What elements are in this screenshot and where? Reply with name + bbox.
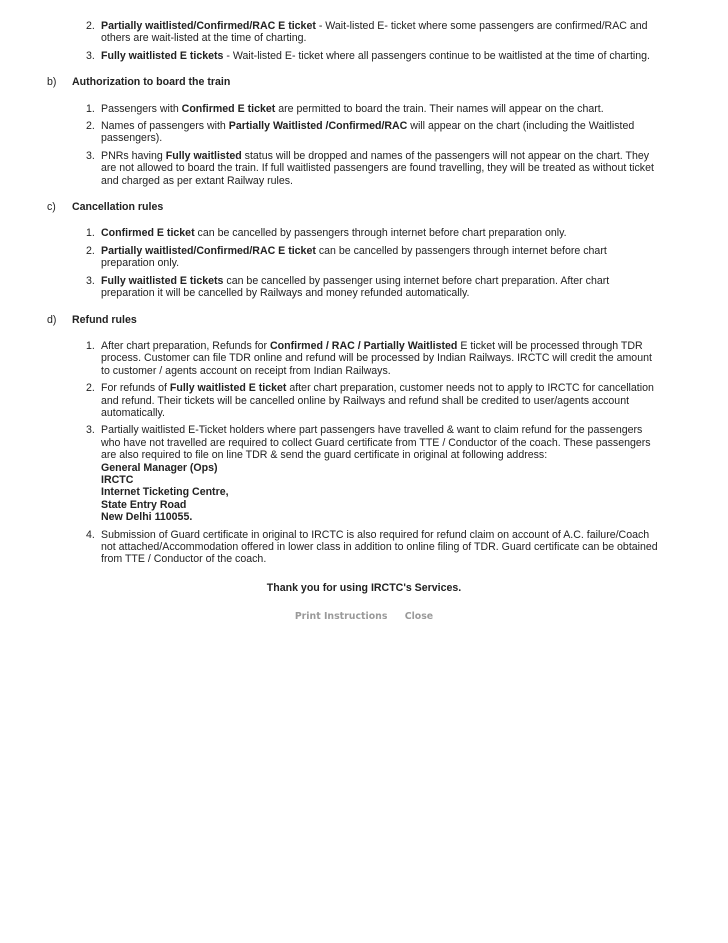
item-bold-text: Fully waitlisted E tickets bbox=[101, 49, 224, 62]
authorization-list bbox=[0, 103, 728, 187]
close-link[interactable]: Close bbox=[404, 611, 434, 623]
list-item bbox=[0, 227, 728, 239]
address-line: New Delhi 110055. bbox=[101, 511, 193, 524]
address-line: General Manager (Ops) bbox=[101, 461, 218, 474]
item-text: For refunds of bbox=[101, 382, 170, 395]
print-instructions-link[interactable]: Print Instructions bbox=[294, 611, 388, 623]
list-item bbox=[0, 103, 728, 115]
item-number: 3. bbox=[86, 149, 95, 162]
item-number: 3. bbox=[86, 424, 95, 437]
item-number: 2. bbox=[86, 20, 95, 32]
list-item bbox=[0, 275, 728, 300]
item-bold-text: Partially Waitlisted /Confirmed/RAC bbox=[228, 120, 408, 133]
item-text: - Wait-listed E- ticket where some passengers are confirmed/RAC and others are wait-listed at the time of charting. bbox=[101, 20, 648, 45]
item-text: Submission of Guard certificate in original to IRCTC is also required for refund claim on account of A.C. failure/Coach not attached/Accommodation offered in lower class in addition to online filing of TDR. Guard certificate can be obtained from TTE / Conductor of the coach. bbox=[101, 528, 658, 566]
section-heading-cancellation bbox=[0, 201, 728, 213]
item-number: 2. bbox=[86, 120, 95, 133]
list-item bbox=[0, 120, 728, 145]
list-item bbox=[0, 50, 728, 62]
section-heading-authorization bbox=[0, 76, 728, 88]
item-text: Passengers with bbox=[101, 102, 182, 115]
item-bold-text: Confirmed E ticket bbox=[181, 102, 276, 115]
list-item bbox=[0, 20, 728, 45]
item-number: 2. bbox=[86, 382, 95, 395]
item-text: Partially waitlisted E-Ticket holders where part passengers have travelled & want to claim refund for the passengers who have not travelled are required to collect Guard certificate from TTE / Conductor of the coach. These passengers are also required to file on line TDR & send the guard certificate in original at following address: bbox=[101, 424, 651, 462]
item-number: 1. bbox=[86, 339, 95, 352]
ticket-types-list bbox=[0, 20, 728, 62]
list-item bbox=[0, 150, 728, 187]
item-bold-text: Fully waitlisted E tickets bbox=[101, 274, 224, 287]
section-letter: b) bbox=[47, 76, 57, 89]
item-text: can be cancelled by passengers through internet before chart preparation only. bbox=[101, 244, 607, 270]
item-bold-text: Fully waitlisted E ticket bbox=[169, 382, 287, 395]
section-title: Refund rules bbox=[72, 313, 137, 326]
item-text: status will be dropped and names of the passengers will not appear on the chart. They are not allowed to board the train. If full waitlisted passengers are found travelling, they will be treated as without ticket and charged as per extant Railway rules. bbox=[101, 149, 654, 187]
item-number: 1. bbox=[86, 227, 95, 240]
item-text: can be cancelled by passengers through internet before chart preparation only. bbox=[194, 227, 567, 240]
address-line: State Entry Road bbox=[101, 498, 187, 511]
item-text: PNRs having bbox=[101, 149, 166, 162]
item-bold-text: Partially waitlisted/Confirmed/RAC E ticket bbox=[101, 244, 316, 257]
item-number: 1. bbox=[86, 102, 95, 115]
item-text: E ticket will be processed through TDR process. Customer can file TDR online and refund will be processed by Indian Railways. IRCTC will credit the amount to customer / agents account on receipt from Indian Railways. bbox=[101, 339, 652, 377]
list-item bbox=[0, 529, 728, 566]
address-line: Internet Ticketing Centre, bbox=[101, 486, 229, 499]
item-bold-text: Confirmed / RAC / Partially Waitlisted bbox=[270, 339, 458, 352]
item-bold-text: Confirmed E ticket bbox=[101, 227, 195, 240]
list-item bbox=[0, 340, 728, 377]
thank-you-message: Thank you for using IRCTC's Services. bbox=[266, 581, 462, 594]
item-bold-text: Fully waitlisted bbox=[165, 149, 242, 162]
action-links bbox=[0, 611, 728, 623]
address-line: IRCTC bbox=[101, 473, 134, 486]
item-number: 3. bbox=[86, 49, 95, 62]
cancellation-list bbox=[0, 227, 728, 299]
section-heading-refund bbox=[0, 314, 728, 326]
list-item bbox=[0, 245, 728, 270]
list-item bbox=[0, 382, 728, 419]
item-text: are permitted to board the train. Their names will appear on the chart. bbox=[275, 102, 604, 115]
refund-list bbox=[0, 340, 728, 566]
item-number: 2. bbox=[86, 244, 95, 257]
section-title: Authorization to board the train bbox=[72, 76, 231, 89]
item-text: Names of passengers with bbox=[101, 120, 229, 133]
item-text: After chart preparation, Refunds for bbox=[101, 339, 270, 352]
item-number: 4. bbox=[86, 528, 95, 541]
section-title: Cancellation rules bbox=[72, 201, 164, 214]
item-text: will appear on the chart (including the Waitlisted passengers). bbox=[101, 120, 635, 145]
item-number: 3. bbox=[86, 274, 95, 287]
section-letter: c) bbox=[47, 201, 56, 214]
item-text: - Wait-listed E- ticket where all passengers continue to be waitlisted at the time of charting. bbox=[223, 49, 650, 62]
item-text: can be cancelled by passenger using internet before chart preparation. After chart preparation it will be cancelled by Railways and money refunded automatically. bbox=[101, 274, 610, 300]
item-text: after chart preparation, customer needs not to apply to IRCTC for cancellation and refund. Their tickets will be cancelled online by Railways and refund shall be credited to user/agents account automatically. bbox=[101, 382, 654, 419]
item-bold-text: Partially waitlisted/Confirmed/RAC E ticket bbox=[101, 20, 316, 32]
section-letter: d) bbox=[47, 313, 57, 326]
list-item bbox=[0, 424, 728, 523]
